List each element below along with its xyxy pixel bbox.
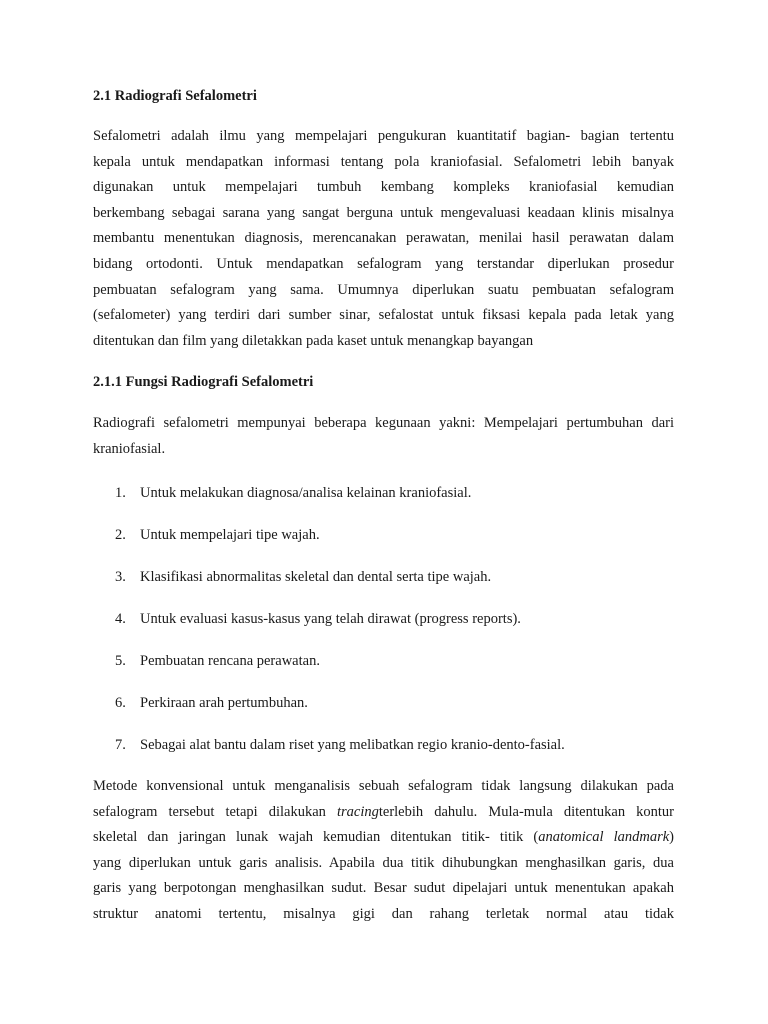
list-item [93,609,674,651]
closing-line: yang diperlukan untuk garis analisis. Apabila dua titik dihubungkan menghasilkan garis, dua [93,854,674,871]
list-number: 1. [115,485,126,501]
closing-text: sefalogram tersebut tetapi dilakukan [93,803,337,820]
intro-line: Radiografi sefalometri mempunyai beberapa kegunaan yakni: Mempelajari pertumbuhan dari [93,415,674,431]
list-text: Untuk melakukan diagnosa/analisa kelainan kraniofasial. [140,485,472,501]
paragraph-line: digunakan untuk mempelajari tumbuh kembang kompleks kraniofasial kemudian [93,179,674,196]
list-item [93,525,674,567]
italic-term: anatomical landmark [538,829,670,846]
closing-text: terlebih dahulu. Mula-mula ditentukan kontur [378,803,674,820]
closing-text: skeletal dan jaringan lunak wajah kemudian ditentukan titik- titik ( [93,829,539,846]
list-item [93,693,674,735]
list-text: Klasifikasi abnormalitas skeletal dan dental serta tipe wajah. [140,569,492,585]
section-heading: 2.1 Radiografi Sefalometri [93,88,257,104]
section-paragraph [93,124,674,354]
paragraph-line: ditentukan dan film yang diletakkan pada kaset untuk menangkap bayangan [93,332,534,349]
paragraph-line: bidang ortodonti. Untuk mendapatkan sefalogram yang terstandar diperlukan prosedur [93,255,674,272]
paragraph-line: membantu menentukan diagnosis, merencanakan perawatan, menilai hasil perawatan dalam [93,230,674,247]
closing-line [93,825,674,851]
subsection-intro [93,411,674,462]
closing-paragraph [93,774,674,928]
closing-line: struktur anatomi tertentu, misalnya gigi dan rahang terletak normal atau tidak [93,905,674,922]
paragraph-line: berkembang sebagai sarana yang sangat berguna untuk mengevaluasi keadaan klinis misalnya [93,204,674,221]
list-text: Pembuatan rencana perawatan. [140,653,320,669]
paragraph-line: kepala untuk mendapatkan informasi tentang pola kraniofasial. Sefalometri lebih banyak [93,153,674,170]
list-number: 4. [115,611,126,627]
closing-text: ) [669,829,674,846]
paragraph-line: pembuatan sefalogram yang sama. Umumnya diperlukan suatu pembuatan sefalogram [93,281,674,298]
function-list [93,483,674,777]
list-item [93,483,674,525]
list-item [93,567,674,609]
list-text: Untuk evaluasi kasus-kasus yang telah dirawat (progress reports). [140,611,521,627]
list-text: Sebagai alat bantu dalam riset yang melibatkan regio kranio-dento-fasial. [140,737,565,753]
intro-line: kraniofasial. [93,440,166,457]
list-number: 2. [115,527,126,543]
list-number: 3. [115,569,126,585]
list-number: 5. [115,653,126,669]
paragraph-line: (sefalometer) yang terdiri dari sumber sinar, sefalostat untuk fiksasi kepala pada letak yang [93,307,674,324]
list-text: Perkiraan arah pertumbuhan. [140,695,308,711]
subsection-heading: 2.1.1 Fungsi Radiografi Sefalometri [93,374,314,390]
closing-line: garis yang berpotongan menghasilkan sudut. Besar sudut dipelajari untuk menentukan apakah [93,880,674,897]
paragraph-line: Sefalometri adalah ilmu yang mempelajari pengukuran kuantitatif bagian- bagian tertentu [93,128,674,144]
list-text: Untuk mempelajari tipe wajah. [140,527,320,543]
list-number: 7. [115,737,126,753]
list-number: 6. [115,695,126,711]
list-item [93,651,674,693]
closing-line [93,800,674,826]
closing-line: Metode konvensional untuk menganalisis sebuah sefalogram tidak langsung dilakukan pada [93,778,674,794]
italic-term: tracing [336,803,379,820]
list-item [93,735,674,777]
